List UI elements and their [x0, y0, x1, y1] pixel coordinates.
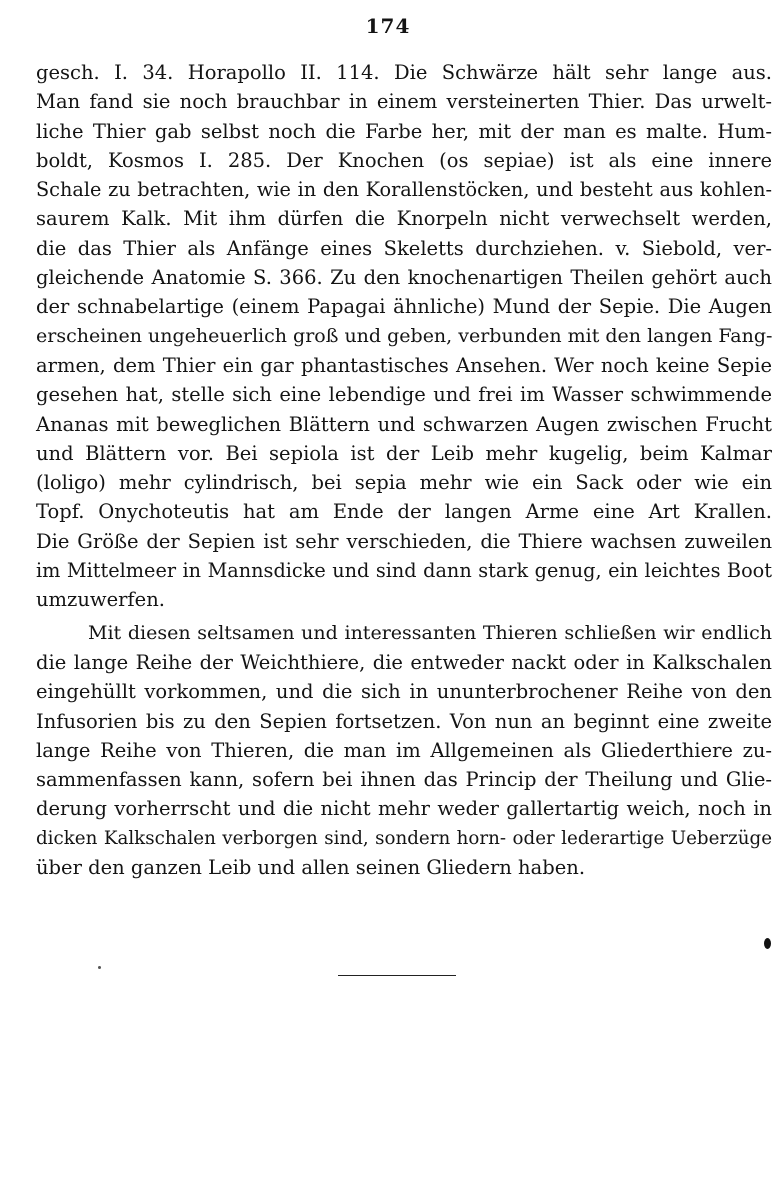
text-line: eingehüllt vorkommen, und die sich in ununterbrochener Reihe von den [36, 680, 772, 704]
text-line: liche Thier gab selbst noch die Farbe her, mit der man es malte. Hum- [36, 119, 772, 143]
section-divider-rule [338, 975, 456, 976]
text-line: Ananas mit beweglichen Blättern und schwarzen Augen zwischen Frucht [36, 412, 772, 436]
text-line: erscheinen ungeheuerlich groß und geben, verbunden mit den langen Fang- [36, 324, 773, 347]
body-text [36, 58, 772, 882]
text-line: gesch. I. 34. Horapollo II. 114. Die Schwärze hält sehr lange aus. [36, 61, 772, 84]
text-line: Die Größe der Sepien ist sehr verschieden, die Thiere wachsen zuweilen [36, 529, 772, 553]
text-line: armen, dem Thier ein gar phantastisches Ansehen. Wer noch keine Sepie [36, 353, 772, 377]
ink-speck [98, 966, 101, 969]
text-line: boldt, Kosmos I. 285. Der Knochen (os sepiae) ist als eine innere [36, 148, 772, 172]
text-line: gesehen hat, stelle sich eine lebendige und frei im Wasser schwimmende [36, 383, 772, 407]
paragraph-weichthiere [36, 619, 772, 883]
text-line: Infusorien bis zu den Sepien fortsetzen. Von nun an beginnt eine zweite [36, 709, 772, 733]
text-line: Man fand sie noch brauchbar in einem versteinerten Thier. Das urwelt- [36, 90, 772, 114]
text-line: (loligo) mehr cylindrisch, bei sepia mehr wie ein Sack oder wie ein [36, 471, 772, 495]
text-line: die das Thier als Anfänge eines Skeletts durchziehen. v. Siebold, ver- [36, 236, 772, 260]
text-line: derung vorherrscht und die nicht mehr weder gallertartig weich, noch in [36, 797, 772, 821]
text-line: Schale zu betrachten, wie in den Korallenstöcken, und besteht aus kohlen- [36, 178, 772, 202]
text-line: Topf. Onychoteutis hat am Ende der langen Arme eine Art Krallen. [36, 500, 772, 524]
text-line: im Mittelmeer in Mannsdicke und sind dann stark genug, ein leichtes Boot [36, 559, 772, 583]
text-line: gleichende Anatomie S. 366. Zu den knochenartigen Theilen gehört auch [36, 266, 772, 290]
text-line: sammenfassen kann, sofern bei ihnen das Princip der Theilung und Glie- [36, 768, 772, 792]
text-line: die lange Reihe der Weichthiere, die entweder nackt oder in Kalkschalen [36, 650, 772, 674]
ink-speck [764, 938, 771, 949]
text-line: umzuwerfen. [36, 588, 165, 612]
text-line: der schnabelartige (einem Papagai ähnliche) Mund der Sepie. Die Augen [36, 295, 772, 319]
paragraph-continued-note [36, 58, 772, 615]
text-line: und Blättern vor. Bei sepiola ist der Leib mehr kugelig, beim Kalmar [36, 441, 772, 465]
text-line: Mit diesen seltsamen und interessanten Thieren schließen wir endlich [88, 621, 772, 644]
text-line: über den ganzen Leib und allen seinen Gliedern haben. [36, 856, 586, 880]
page-number: 174 [365, 14, 411, 38]
text-line: saurem Kalk. Mit ihm dürfen die Knorpeln nicht verwechselt werden, [36, 207, 772, 231]
text-line: dicken Kalkschalen verborgen sind, sondern horn- oder lederartige Ueberzüge [36, 827, 772, 849]
text-line: lange Reihe von Thieren, die man im Allgemeinen als Gliederthiere zu- [36, 738, 772, 762]
